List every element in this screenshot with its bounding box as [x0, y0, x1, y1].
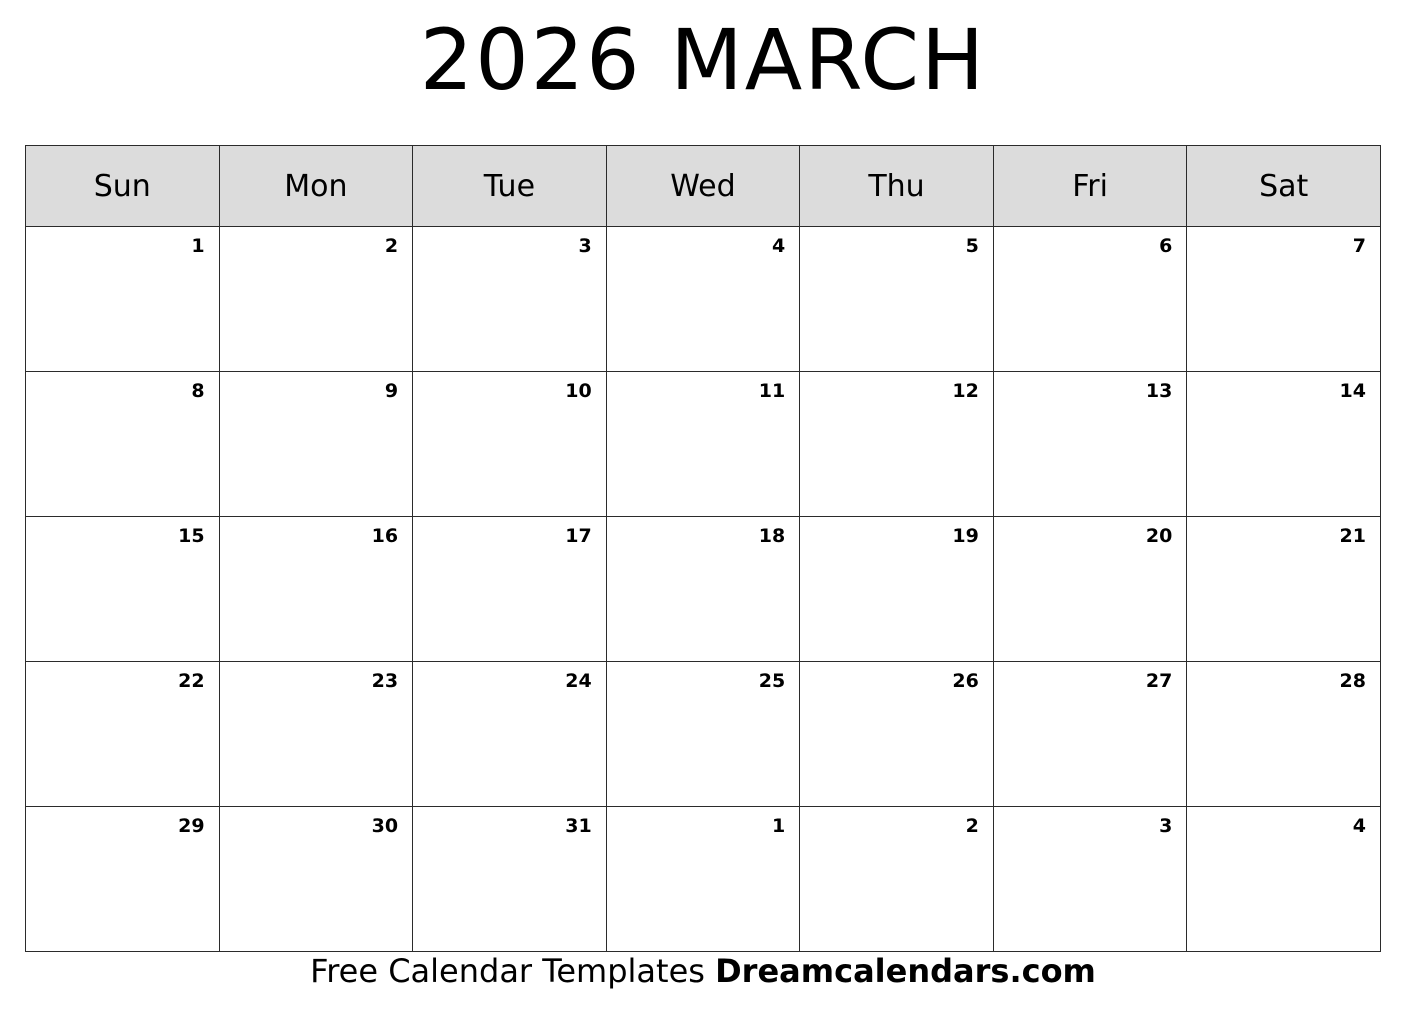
weekday-header-thu: Thu — [800, 146, 994, 227]
day-cell[interactable]: 19 — [800, 517, 994, 662]
day-cell[interactable]: 22 — [26, 662, 220, 807]
day-cell[interactable]: 9 — [219, 372, 413, 517]
day-cell[interactable]: 31 — [413, 807, 607, 952]
day-cell[interactable]: 6 — [993, 227, 1187, 372]
day-cell[interactable]: 14 — [1187, 372, 1381, 517]
calendar-week-row — [26, 372, 1381, 517]
weekday-header-wed: Wed — [606, 146, 800, 227]
page-title: 2026 MARCH — [419, 11, 987, 109]
weekday-header-mon: Mon — [219, 146, 413, 227]
calendar-week-row — [26, 807, 1381, 952]
day-cell[interactable]: 30 — [219, 807, 413, 952]
day-cell[interactable]: 3 — [413, 227, 607, 372]
day-cell[interactable]: 16 — [219, 517, 413, 662]
day-cell[interactable]: 28 — [1187, 662, 1381, 807]
weekday-header-sun: Sun — [26, 146, 220, 227]
day-cell[interactable]: 11 — [606, 372, 800, 517]
day-cell[interactable]: 5 — [800, 227, 994, 372]
weekday-header-tue: Tue — [413, 146, 607, 227]
footer — [0, 952, 1406, 990]
day-cell[interactable]: 8 — [26, 372, 220, 517]
calendar-week-row — [26, 662, 1381, 807]
day-cell[interactable]: 29 — [26, 807, 220, 952]
calendar-week-row — [26, 227, 1381, 372]
day-cell[interactable]: 7 — [1187, 227, 1381, 372]
calendar-week-row — [26, 517, 1381, 662]
footer-brand[interactable]: Dreamcalendars.com — [715, 952, 1096, 990]
calendar-table — [25, 145, 1381, 952]
day-cell[interactable]: 21 — [1187, 517, 1381, 662]
day-cell[interactable]: 15 — [26, 517, 220, 662]
weekday-header-fri: Fri — [993, 146, 1187, 227]
weekday-header-sat: Sat — [1187, 146, 1381, 227]
day-cell[interactable]: 2 — [800, 807, 994, 952]
day-cell[interactable]: 1 — [26, 227, 220, 372]
day-cell[interactable]: 20 — [993, 517, 1187, 662]
day-cell[interactable]: 2 — [219, 227, 413, 372]
day-cell[interactable]: 25 — [606, 662, 800, 807]
day-cell[interactable]: 24 — [413, 662, 607, 807]
day-cell[interactable]: 26 — [800, 662, 994, 807]
day-cell[interactable]: 10 — [413, 372, 607, 517]
day-cell[interactable]: 13 — [993, 372, 1187, 517]
day-cell[interactable]: 1 — [606, 807, 800, 952]
day-cell[interactable]: 17 — [413, 517, 607, 662]
day-cell[interactable]: 23 — [219, 662, 413, 807]
footer-free-text: Free Calendar Templates — [310, 952, 716, 990]
day-cell[interactable]: 4 — [1187, 807, 1381, 952]
day-cell[interactable]: 4 — [606, 227, 800, 372]
day-cell[interactable]: 3 — [993, 807, 1187, 952]
day-cell[interactable]: 12 — [800, 372, 994, 517]
day-cell[interactable]: 18 — [606, 517, 800, 662]
weekday-header-row — [26, 146, 1381, 227]
day-cell[interactable]: 27 — [993, 662, 1187, 807]
